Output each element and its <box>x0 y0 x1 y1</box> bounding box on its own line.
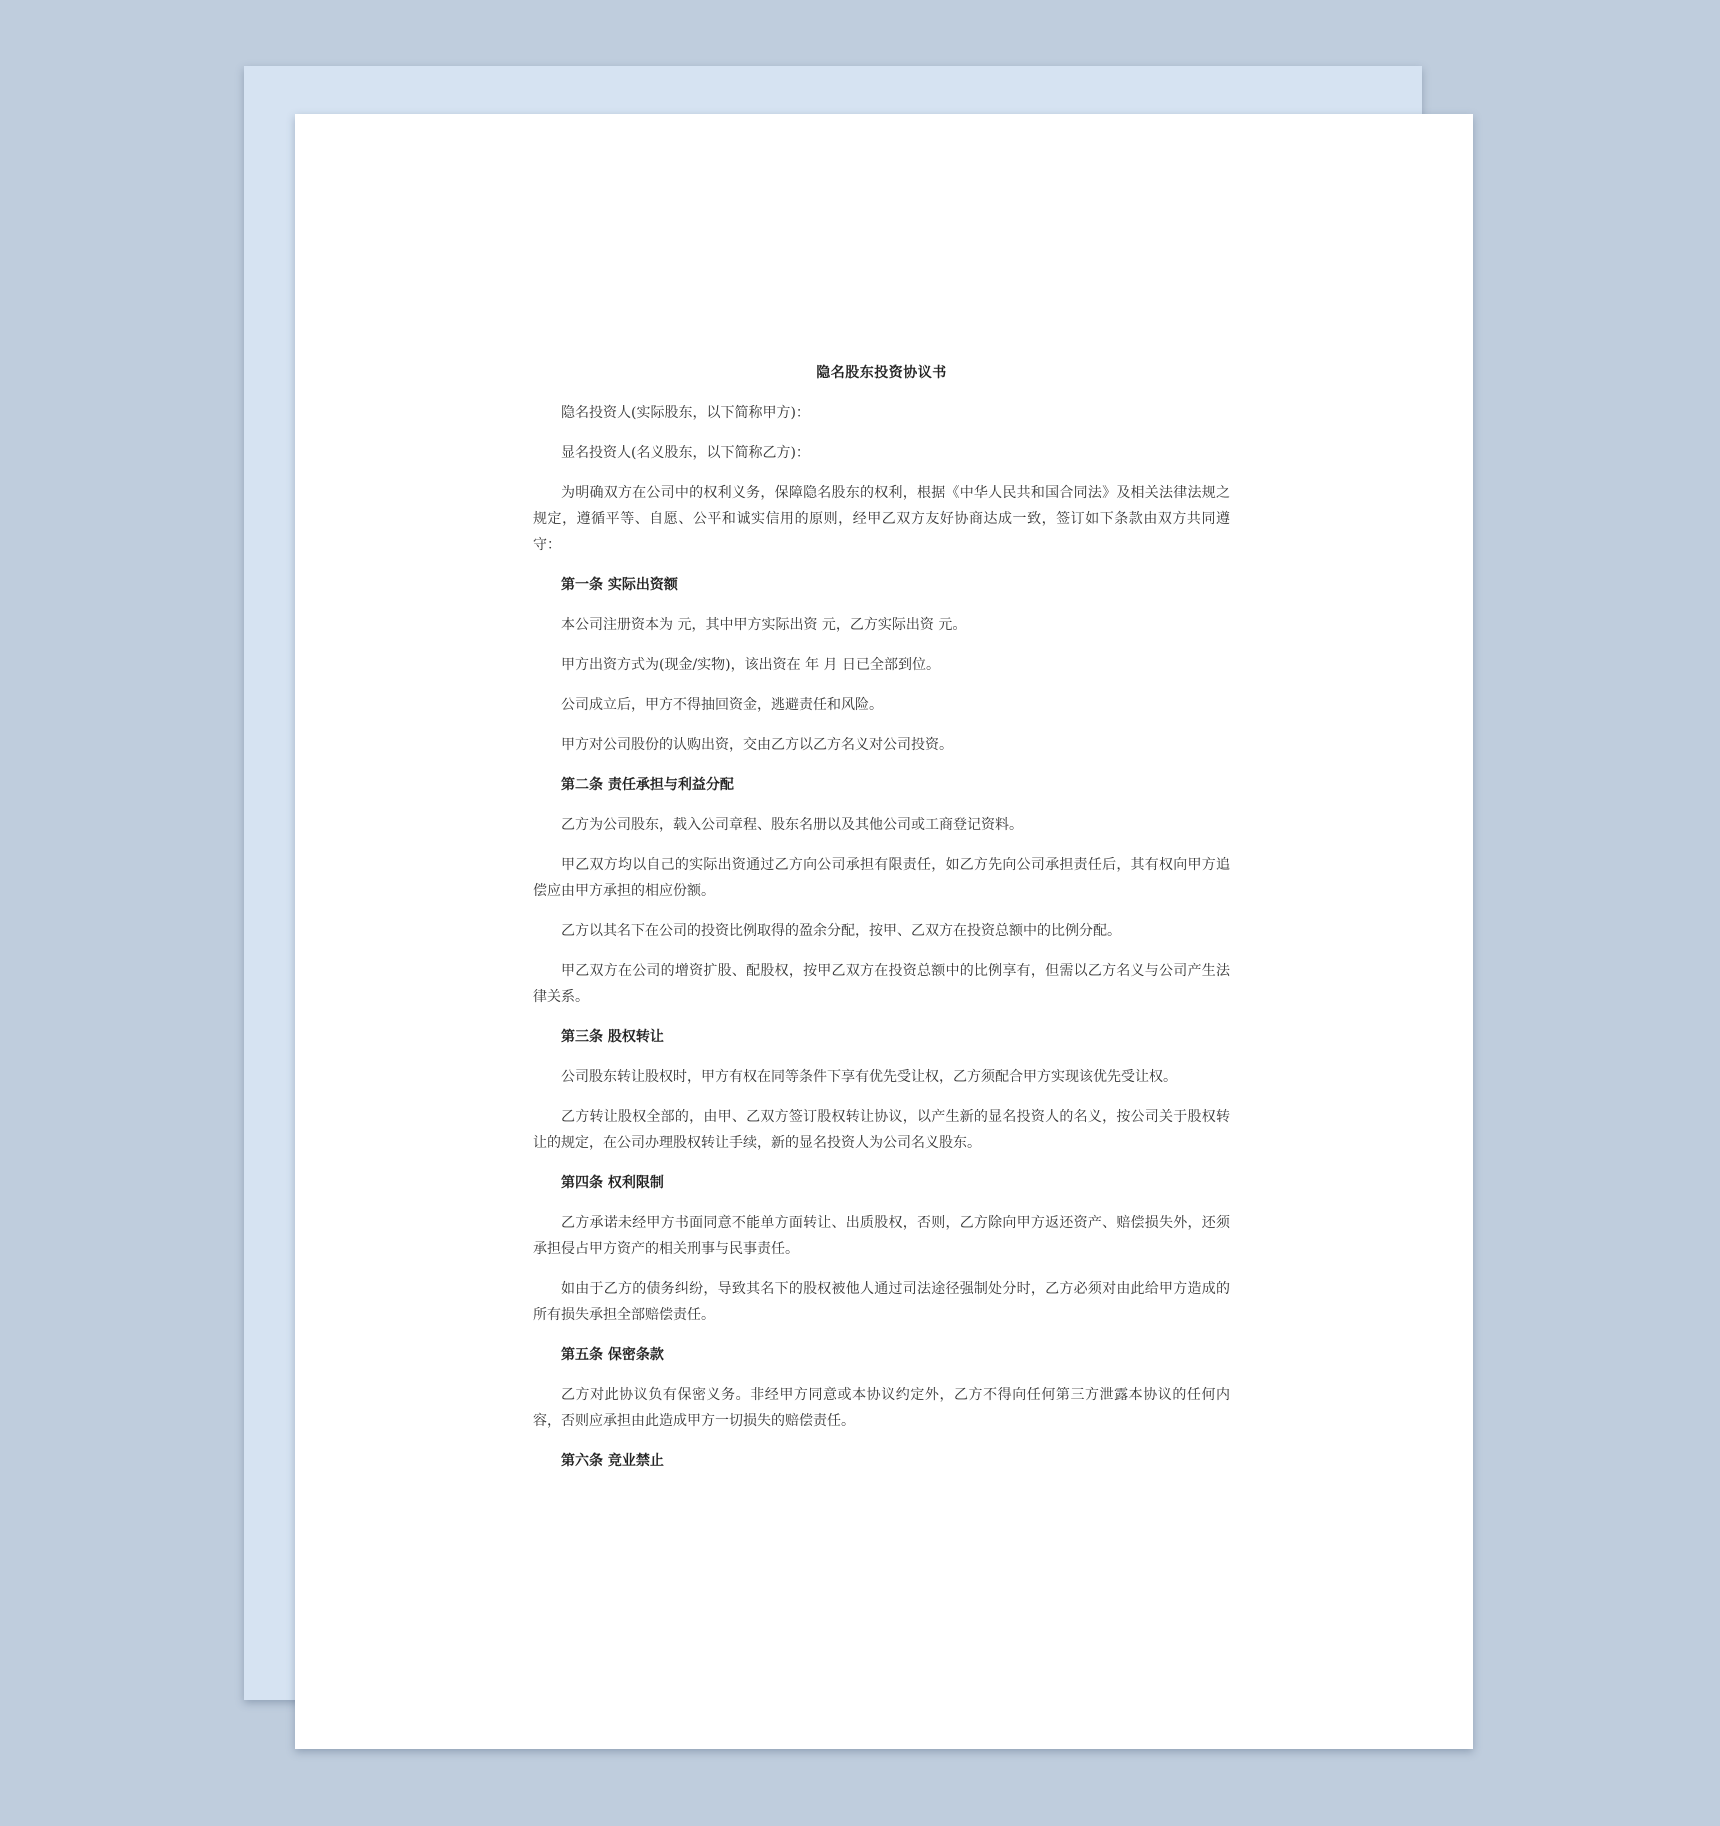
paragraph: 乙方转让股权全部的，由甲、乙双方签订股权转让协议，以产生新的显名投资人的名义，按公司关于股权转让的规定，在公司办理股权转让手续，新的显名投资人为公司名义股东。 <box>533 1109 1230 1151</box>
article-heading: 第六条 竞业禁止 <box>561 1453 664 1469</box>
paragraph: 为明确双方在公司中的权利义务，保障隐名股东的权利，根据《中华人民共和国合同法》及相关法律法规之规定，遵循平等、自愿、公平和诚实信用的原则，经甲乙双方友好协商达成一致，签订如下条款由双方共同遵守： <box>533 485 1230 553</box>
article-heading: 第一条 实际出资额 <box>561 577 678 593</box>
article-heading: 第三条 股权转让 <box>561 1029 664 1045</box>
paragraph: 如由于乙方的债务纠纷，导致其名下的股权被他人通过司法途径强制处分时，乙方必须对由此给甲方造成的所有损失承担全部赔偿责任。 <box>533 1281 1230 1323</box>
document-title: 隐名股东投资协议书 <box>816 365 947 381</box>
article-heading: 第四条 权利限制 <box>561 1175 664 1191</box>
article-heading: 第五条 保密条款 <box>561 1347 664 1363</box>
article-heading: 第二条 责任承担与利益分配 <box>561 777 734 793</box>
paragraph: 甲方出资方式为(现金/实物)，该出资在 年 月 日已全部到位。 <box>561 657 940 673</box>
document-body <box>533 360 1230 1488</box>
front-paper-sheet <box>295 114 1473 1749</box>
paragraph: 甲乙双方均以自己的实际出资通过乙方向公司承担有限责任，如乙方先向公司承担责任后，其有权向甲方追偿应由甲方承担的相应份额。 <box>533 857 1230 899</box>
paragraph: 甲乙双方在公司的增资扩股、配股权，按甲乙双方在投资总额中的比例享有，但需以乙方名义与公司产生法律关系。 <box>533 963 1230 1005</box>
paragraph: 本公司注册资本为 元，其中甲方实际出资 元，乙方实际出资 元。 <box>561 617 967 633</box>
paragraph: 乙方为公司股东，载入公司章程、股东名册以及其他公司或工商登记资料。 <box>561 817 1023 833</box>
paragraph: 隐名投资人(实际股东，以下简称甲方)： <box>561 405 810 421</box>
paragraph: 乙方承诺未经甲方书面同意不能单方面转让、出质股权，否则，乙方除向甲方返还资产、赔偿损失外，还须承担侵占甲方资产的相关刑事与民事责任。 <box>533 1215 1230 1257</box>
paragraph: 乙方对此协议负有保密义务。非经甲方同意或本协议约定外，乙方不得向任何第三方泄露本协议的任何内容，否则应承担由此造成甲方一切损失的赔偿责任。 <box>533 1387 1230 1429</box>
paragraph: 甲方对公司股份的认购出资，交由乙方以乙方名义对公司投资。 <box>561 737 953 753</box>
paragraph: 公司成立后，甲方不得抽回资金，逃避责任和风险。 <box>561 697 883 713</box>
paragraph: 显名投资人(名义股东，以下简称乙方)： <box>561 445 810 461</box>
paragraph: 公司股东转让股权时，甲方有权在同等条件下享有优先受让权，乙方须配合甲方实现该优先受让权。 <box>561 1069 1177 1085</box>
paragraph: 乙方以其名下在公司的投资比例取得的盈余分配，按甲、乙双方在投资总额中的比例分配。 <box>561 923 1121 939</box>
